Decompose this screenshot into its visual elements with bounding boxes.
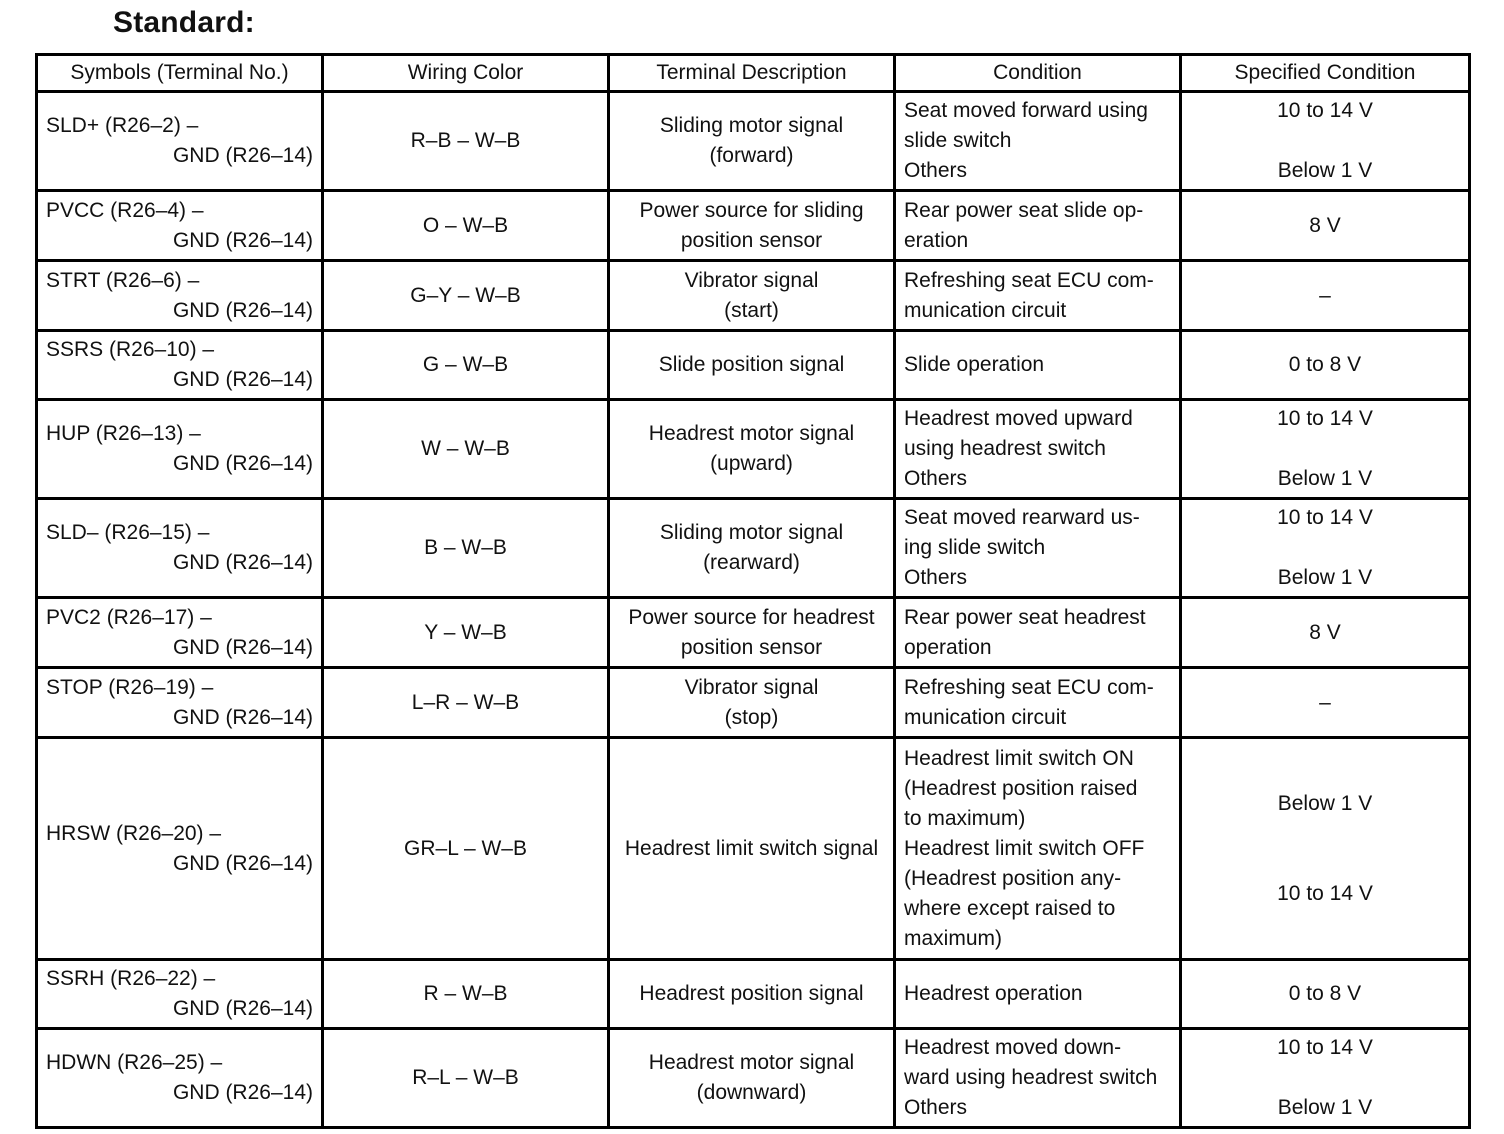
condition-line: eration (904, 228, 969, 252)
condition-line: operation (904, 635, 992, 659)
description-line: Headrest position signal (639, 982, 864, 1005)
cell-terminal-description (609, 598, 895, 668)
specified-value: Below 1 V (1277, 791, 1373, 815)
table-header-row (37, 55, 1470, 92)
terminal-symbol: HUP (R26–13) – (46, 422, 201, 445)
cell-terminal-description (609, 331, 895, 400)
cell-condition (895, 738, 1181, 960)
description-line: Vibrator signal (684, 675, 819, 699)
cell-specified-condition (1181, 92, 1470, 191)
spacer (1190, 849, 1460, 879)
specified-value: Below 1 V (1277, 467, 1373, 490)
table-row (37, 738, 1470, 960)
condition-line: Headrest moved upward (904, 407, 1133, 430)
cell-wiring-color: B – W–B (323, 499, 609, 598)
cell-terminal-description (609, 960, 895, 1029)
ground-terminal: GND (R26–14) (172, 1081, 313, 1104)
description-line: (downward) (696, 1081, 807, 1104)
cell-wiring-color: R–B – W–B (323, 92, 609, 191)
condition-line: Headrest limit switch ON (904, 746, 1134, 770)
table-row (37, 499, 1470, 598)
cell-specified-condition (1181, 191, 1470, 261)
condition-line: munication circuit (904, 298, 1067, 322)
ground-terminal: GND (R26–14) (172, 851, 313, 875)
header-specified-condition: Specified Condition (1181, 55, 1470, 92)
ground-terminal: GND (R26–14) (172, 551, 313, 574)
cell-condition (895, 1029, 1181, 1128)
cell-condition (895, 191, 1181, 261)
specified-value: 8 V (1309, 620, 1341, 644)
cell-wiring-color: G–Y – W–B (323, 261, 609, 331)
ground-terminal: GND (R26–14) (172, 298, 313, 322)
cell-specified-condition (1181, 960, 1470, 1029)
specified-value: – (1319, 283, 1331, 307)
cell-symbols (37, 261, 323, 331)
cell-condition (895, 499, 1181, 598)
terminal-symbol: SSRS (R26–10) – (46, 338, 215, 361)
cell-symbols (37, 668, 323, 738)
condition-line: Others (904, 467, 968, 490)
description-line: (forward) (709, 144, 794, 167)
ground-terminal: GND (R26–14) (172, 452, 313, 475)
cell-condition (895, 261, 1181, 331)
header-symbols: Symbols (Terminal No.) (37, 55, 323, 92)
table-row (37, 92, 1470, 191)
spacer (1190, 434, 1460, 464)
cell-terminal-description (609, 261, 895, 331)
condition-line: Refreshing seat ECU com- (904, 268, 1154, 292)
ground-terminal: GND (R26–14) (172, 228, 313, 252)
cell-symbols (37, 1029, 323, 1128)
cell-wiring-color: O – W–B (323, 191, 609, 261)
description-line: Headrest motor signal (648, 422, 855, 445)
cell-terminal-description (609, 499, 895, 598)
cell-terminal-description (609, 400, 895, 499)
cell-wiring-color: W – W–B (323, 400, 609, 499)
condition-line: Headrest moved down- (904, 1036, 1122, 1059)
description-line: Headrest limit switch signal (624, 836, 879, 860)
description-line: Sliding motor signal (659, 114, 844, 137)
condition-line: using headrest switch (904, 437, 1106, 460)
terminal-symbol: HRSW (R26–20) – (46, 821, 222, 845)
description-line: Vibrator signal (684, 268, 819, 292)
ground-terminal: GND (R26–14) (172, 705, 313, 729)
cell-symbols (37, 191, 323, 261)
spacer (1190, 1063, 1460, 1093)
cell-condition (895, 400, 1181, 499)
description-line: Slide position signal (658, 353, 845, 376)
terminal-symbol: SLD– (R26–15) – (46, 521, 210, 544)
table-row (37, 191, 1470, 261)
cell-condition (895, 668, 1181, 738)
cell-condition (895, 960, 1181, 1029)
table-row (37, 1029, 1470, 1128)
header-wiring-color: Wiring Color (323, 55, 609, 92)
spacer (1190, 819, 1460, 849)
cell-terminal-description (609, 92, 895, 191)
specified-value: Below 1 V (1277, 1096, 1373, 1119)
cell-terminal-description (609, 191, 895, 261)
spacer (1190, 126, 1460, 156)
description-line: Power source for headrest (628, 605, 875, 629)
cell-symbols (37, 598, 323, 668)
specified-value: 10 to 14 V (1277, 407, 1373, 430)
cell-wiring-color: L–R – W–B (323, 668, 609, 738)
table-row (37, 261, 1470, 331)
cell-condition (895, 331, 1181, 400)
condition-line: Others (904, 566, 968, 589)
ground-terminal: GND (R26–14) (172, 368, 313, 391)
description-line: (rearward) (703, 551, 800, 574)
condition-line: Seat moved forward using (904, 99, 1148, 122)
condition-line: to maximum) (904, 806, 1026, 830)
condition-line: (Headrest position raised (904, 776, 1138, 800)
cell-wiring-color: R – W–B (323, 960, 609, 1029)
description-line: (stop) (724, 705, 779, 729)
terminal-spec-table (35, 53, 1471, 1129)
spacer (1190, 533, 1460, 563)
cell-specified-condition (1181, 400, 1470, 499)
terminal-symbol: PVCC (R26–4) – (46, 198, 204, 222)
condition-line: maximum) (904, 926, 1002, 950)
condition-line: (Headrest position any- (904, 866, 1122, 890)
cell-symbols (37, 960, 323, 1029)
cell-specified-condition (1181, 1029, 1470, 1128)
terminal-symbol: STRT (R26–6) – (46, 268, 200, 292)
cell-specified-condition (1181, 261, 1470, 331)
description-line: Sliding motor signal (659, 521, 844, 544)
table-row (37, 668, 1470, 738)
page-heading: Standard: (113, 6, 255, 39)
description-line: (start) (724, 298, 779, 322)
condition-line: munication circuit (904, 705, 1067, 729)
cell-wiring-color: Y – W–B (323, 598, 609, 668)
condition-line: Rear power seat headrest (904, 605, 1146, 629)
cell-condition (895, 598, 1181, 668)
condition-line: Others (904, 159, 968, 182)
description-line: position sensor (680, 635, 823, 659)
condition-line: Seat moved rearward us- (904, 506, 1140, 529)
specified-value: 8 V (1309, 213, 1341, 237)
cell-terminal-description (609, 738, 895, 960)
ground-terminal: GND (R26–14) (172, 144, 313, 167)
condition-line: Rear power seat slide op- (904, 198, 1144, 222)
cell-symbols (37, 331, 323, 400)
condition-line: ward using headrest switch (904, 1066, 1158, 1089)
header-terminal-description: Terminal Description (609, 55, 895, 92)
terminal-symbol: PVC2 (R26–17) – (46, 605, 212, 629)
cell-specified-condition (1181, 499, 1470, 598)
condition-line: ing slide switch (904, 536, 1046, 559)
description-line: Power source for sliding (639, 198, 864, 222)
condition-line: Slide operation (904, 353, 1045, 376)
ground-terminal: GND (R26–14) (172, 997, 313, 1020)
specified-value: 10 to 14 V (1277, 881, 1373, 905)
cell-specified-condition (1181, 668, 1470, 738)
ground-terminal: GND (R26–14) (172, 635, 313, 659)
specified-value: 0 to 8 V (1288, 982, 1362, 1005)
condition-line: where except raised to (904, 896, 1116, 920)
condition-line: Headrest limit switch OFF (904, 836, 1145, 860)
cell-symbols (37, 738, 323, 960)
condition-line: Others (904, 1096, 968, 1119)
cell-specified-condition (1181, 738, 1470, 960)
description-line: Headrest motor signal (648, 1051, 855, 1074)
specified-value: 10 to 14 V (1277, 506, 1373, 529)
terminal-symbol: SSRH (R26–22) – (46, 967, 216, 990)
cell-wiring-color: GR–L – W–B (323, 738, 609, 960)
cell-symbols (37, 499, 323, 598)
specified-value: 10 to 14 V (1277, 99, 1373, 122)
table-row (37, 598, 1470, 668)
specified-value: Below 1 V (1277, 159, 1373, 182)
cell-specified-condition (1181, 598, 1470, 668)
condition-line: slide switch (904, 129, 1012, 152)
cell-symbols (37, 92, 323, 191)
header-condition: Condition (895, 55, 1181, 92)
cell-wiring-color: G – W–B (323, 331, 609, 400)
terminal-symbol: HDWN (R26–25) – (46, 1051, 223, 1074)
description-line: position sensor (680, 228, 823, 252)
cell-terminal-description (609, 1029, 895, 1128)
description-line: (upward) (710, 452, 793, 475)
cell-wiring-color: R–L – W–B (323, 1029, 609, 1128)
terminal-symbol: SLD+ (R26–2) – (46, 114, 199, 137)
cell-condition (895, 92, 1181, 191)
cell-specified-condition (1181, 331, 1470, 400)
specified-value: 0 to 8 V (1288, 353, 1362, 376)
table-row (37, 960, 1470, 1029)
cell-symbols (37, 400, 323, 499)
terminal-symbol: STOP (R26–19) – (46, 675, 214, 699)
condition-line: Headrest operation (904, 982, 1083, 1005)
table-row (37, 331, 1470, 400)
cell-terminal-description (609, 668, 895, 738)
specified-value: Below 1 V (1277, 566, 1373, 589)
table-row (37, 400, 1470, 499)
specified-value: 10 to 14 V (1277, 1036, 1373, 1059)
condition-line: Refreshing seat ECU com- (904, 675, 1154, 699)
specified-value: – (1319, 690, 1331, 714)
